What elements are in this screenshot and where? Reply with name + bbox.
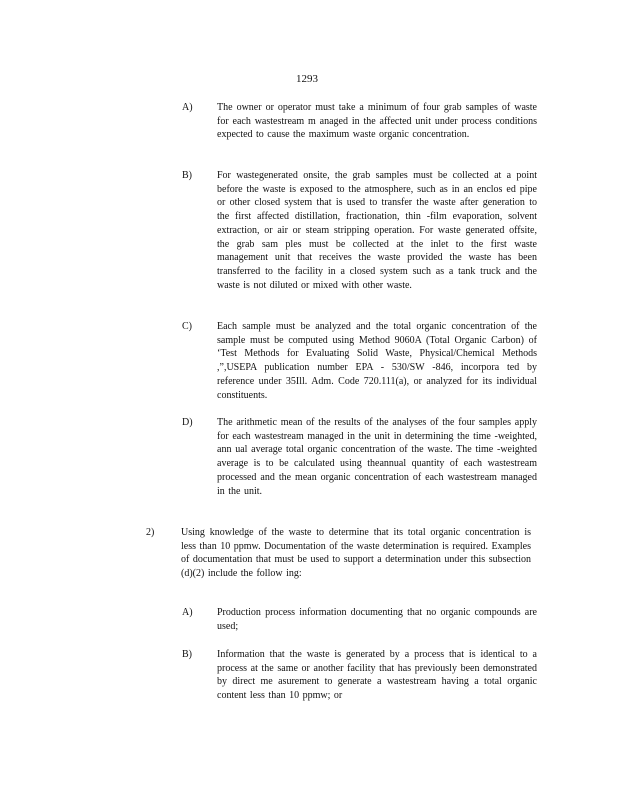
item-text: Using knowledge of the waste to determine that its total organic concentration is less than 10 ppmw. Documentation of the waste determination is required. Examples of documentation that must be used to support a determination under this subsection (d)(2) include the follow ing: <box>181 527 531 580</box>
page-number: 1293 <box>296 73 318 85</box>
item-label: C) <box>182 321 192 332</box>
item-label: D) <box>182 417 193 428</box>
item-text: Each sample must be analyzed and the total organic concentration of the sample must be computed using Method 9060A (Total Organic Carbon) of ‘Test Methods for Evaluating Solid Waste, Physical/Chemical Methods ,”,USEPA publication number EPA - 530/SW -846, incorpora ted by reference under 35Ill. Adm. Code 720.111(a), or analyzed for its individual constituents. <box>217 321 537 401</box>
item-label: B) <box>182 170 192 181</box>
item-label: 2) <box>146 527 155 538</box>
item-text: Production process information documenting that no organic compounds are used; <box>217 607 537 632</box>
item-text: The owner or operator must take a minimum of four grab samples of waste for each wastestream m anaged in the affected unit under process conditions expected to cause the maximum waste organic concentration. <box>217 102 537 141</box>
item-text: Information that the waste is generated by a process that is identical to a process at the same or another facility that has previously been demonstrated by direct me asurement to generate a wastestream having a total organic content less than 10 ppmw; or <box>217 649 537 702</box>
item-label: A) <box>182 102 193 113</box>
item-label: B) <box>182 649 192 660</box>
item-text: For wastegenerated onsite, the grab samples must be collected at a point before the waste is exposed to the atmosphere, such as in an enclos ed pipe or other closed system that is used to transfer the waste after generation to the first affected distillation, fractionation, thin -film evaporation, solvent extraction, or air or steam stripping operation. For waste generated offsite, the grab sam ples must be collected at the inlet to the first waste management unit that receives the waste provided the waste has been transferred to the facility in a closed system such as a tank truck and the waste is not diluted or mixed with other waste. <box>217 170 537 291</box>
item-text: The arithmetic mean of the results of the analyses of the four samples apply for each wastestream managed in the unit in determining the time -weighted, ann ual average total organic concentration of the waste. The time -weighted average is to be calculated using theannual quantity of each wastestream processed and the mean organic concentration of each wastestream managed in the unit. <box>217 417 537 497</box>
item-label: A) <box>182 607 193 618</box>
